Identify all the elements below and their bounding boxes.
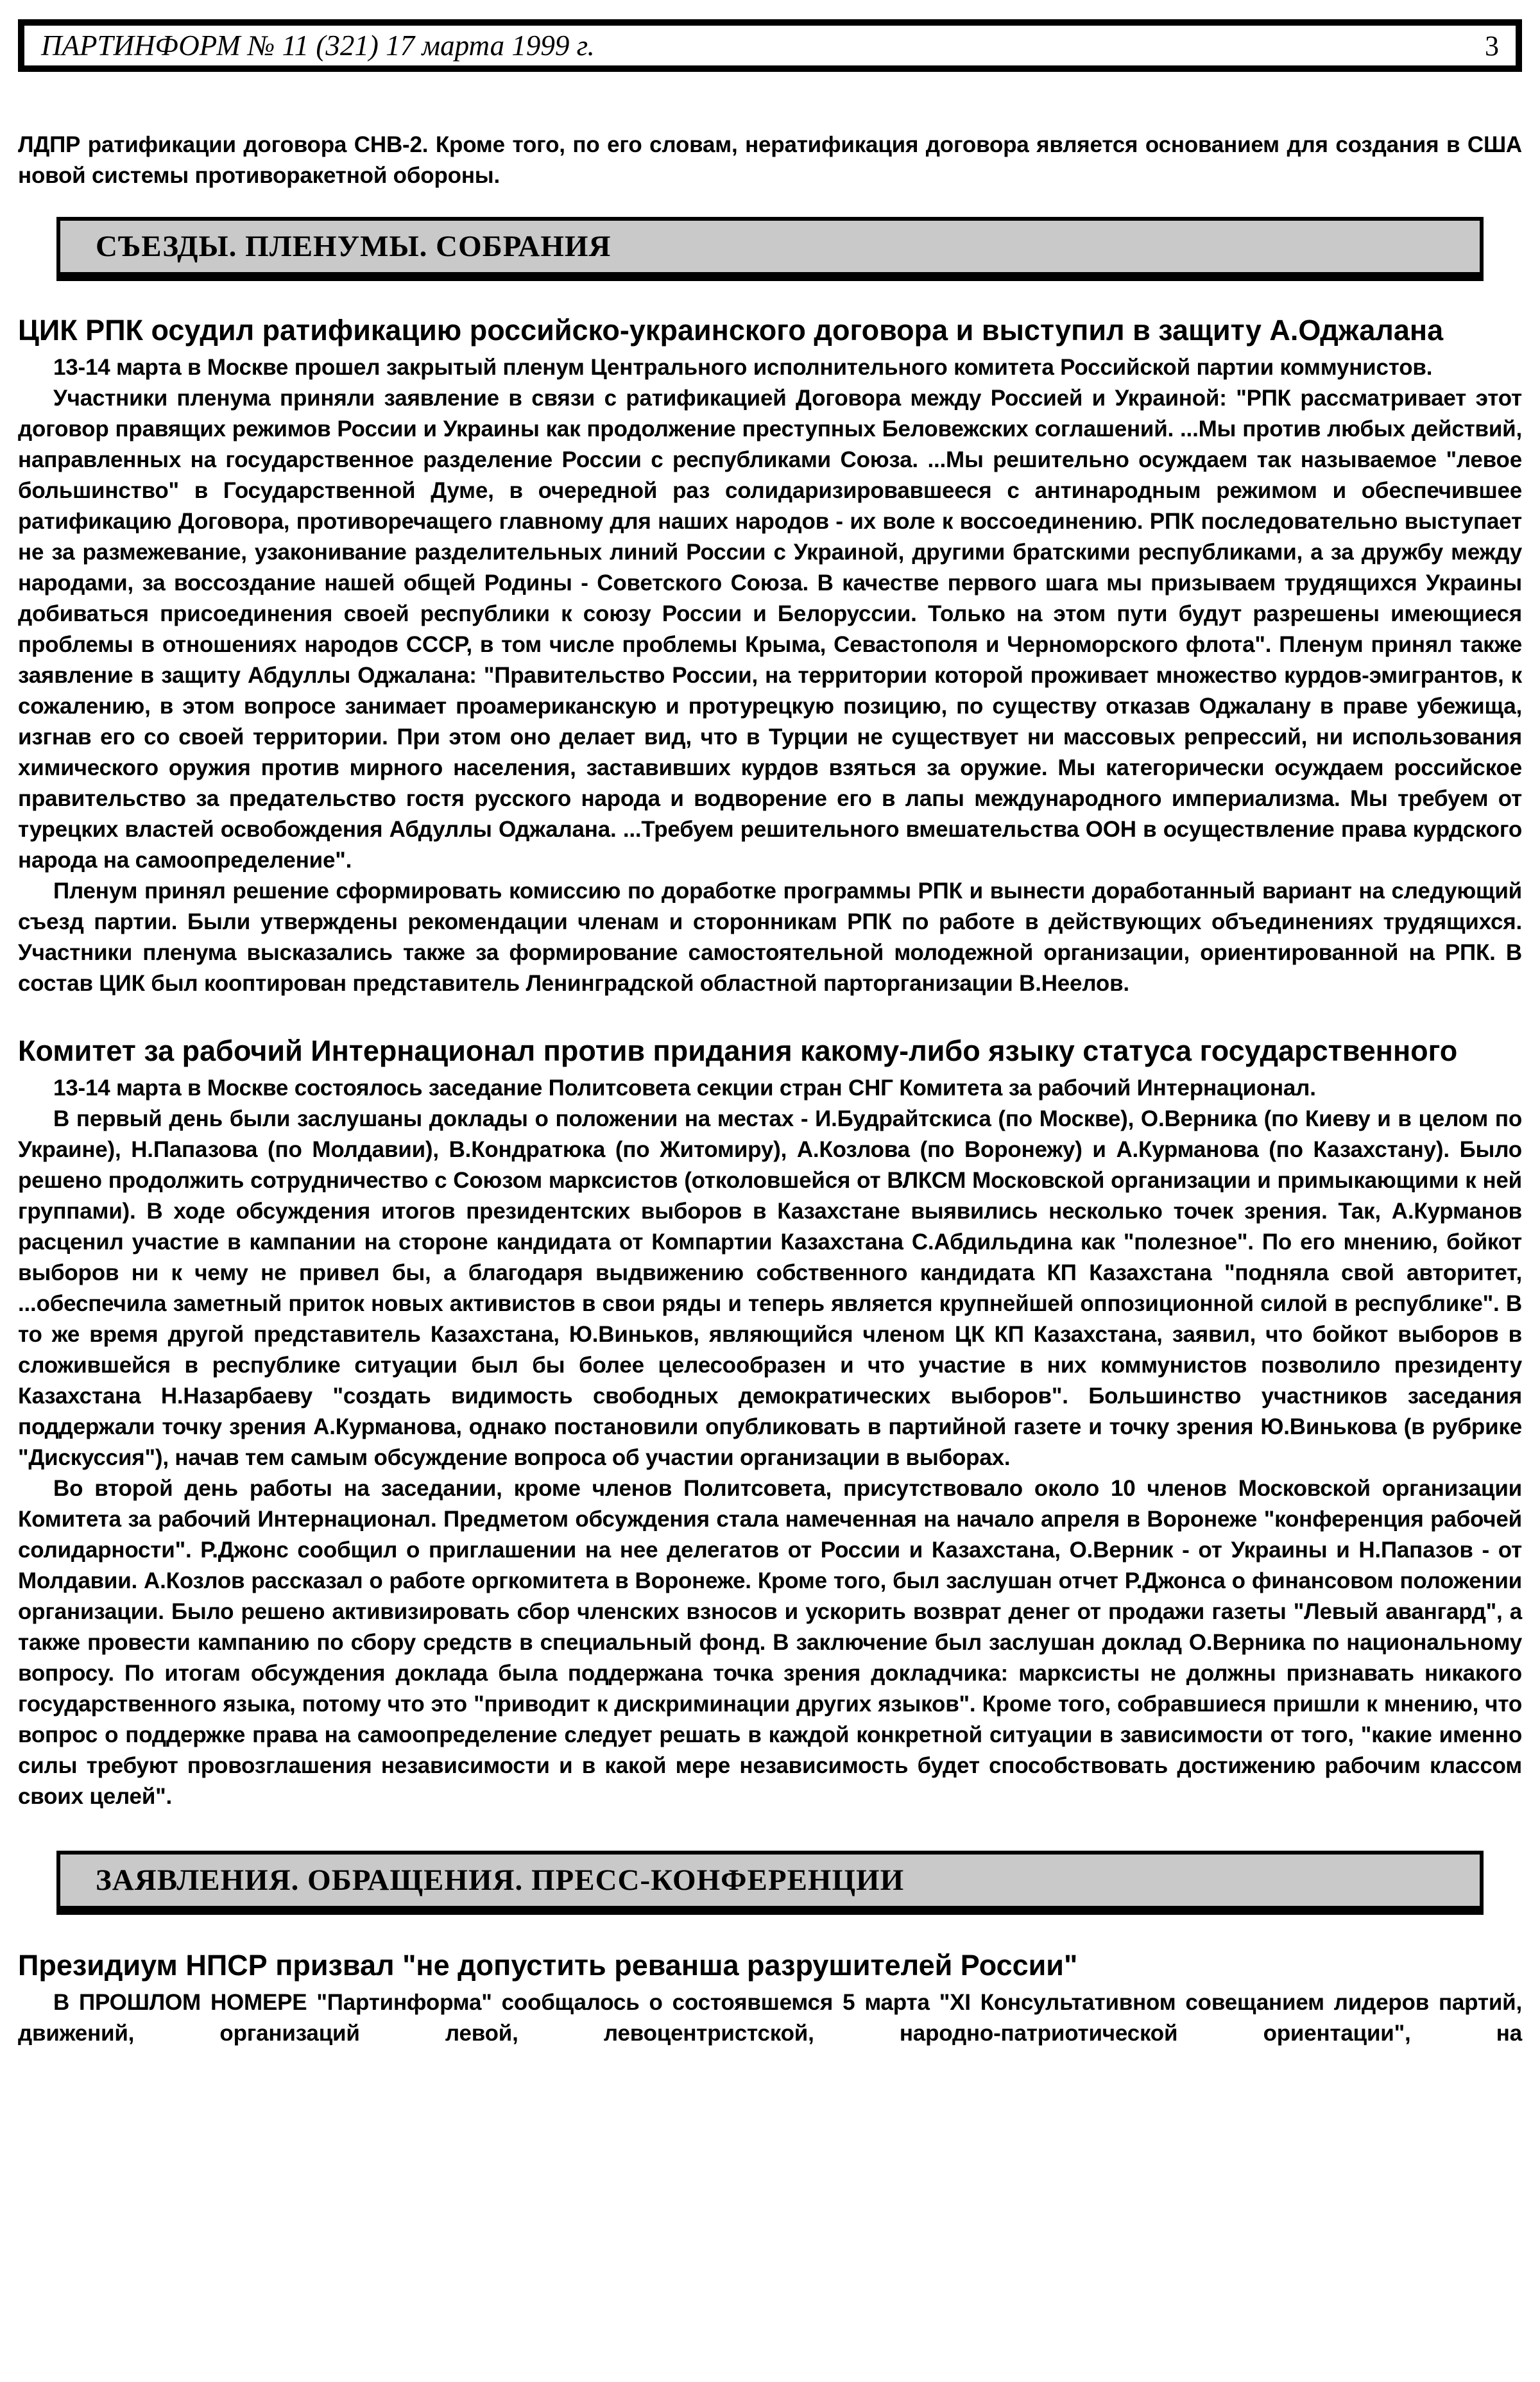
article-paragraph: В ПРОШЛОМ НОМЕРЕ "Партинформа" сообщалось о состоявшемся 5 марта "XI Консультативном совещанием лидеров партий, движений, организаций левой, левоцентристской, народно-патриотической ориентации", на: [18, 1990, 1522, 2046]
masthead: [18, 19, 1522, 72]
section-heading-label: СЪЕЗДЫ. ПЛЕНУМЫ. СОБРАНИЯ: [96, 230, 612, 263]
article-paragraph: Пленум принял решение сформировать комиссию по доработке программы РПК и вынести доработанный вариант на следующий съезд партии. Были утверждены рекомендации членам и сторонникам РПК по работе в действующих объединениях трудящихся. Участники пленума высказались также за формирование самостоятельной молодежной организации, ориентированной на РПК. В состав ЦИК был кооптирован представитель Ленинградской областной парторганизации В.Неелов.: [18, 878, 1522, 996]
masthead-title: ПАРТИНФОРМ № 11 (321) 17 марта 1999 г.: [41, 30, 595, 62]
article-title-rpk-plenum: ЦИК РПК осудил ратификацию российско-украинского договора и выступил в защиту А.Оджалана: [18, 314, 1444, 347]
article-paragraph: 13-14 марта в Москве прошел закрытый пленум Центрального исполнительного комитета Российской партии коммунистов.: [53, 355, 1433, 380]
article-title-cwi-language: Комитет за рабочий Интернационал против придания какому-либо языку статуса государственного: [18, 1034, 1458, 1067]
section-heading-label: ЗАЯВЛЕНИЯ. ОБРАЩЕНИЯ. ПРЕСС-КОНФЕРЕНЦИИ: [96, 1864, 905, 1897]
article-paragraph: 13-14 марта в Москве состоялось заседание Политсовета секции стран СНГ Комитета за рабочий Интернационал.: [53, 1075, 1316, 1101]
article-paragraph: Участники пленума приняли заявление в связи с ратификацией Договора между Россией и Украиной: "РПК рассматривает этот договор правящих режимов России и Украины как продолжение преступных Беловежских соглашений. ...Мы против любых действий, направленных на государственное разделение России с республиками Союза. ...Мы решительно осуждаем так называемое "левое большинство" в Государственной Думе, в очередной раз солидаризировавшееся с антинародным режимом и обеспечившее ратификацию Договора, противоречащего главному для наших народов - их воле к воссоединению. РПК последовательно выступает не за размежевание, узаконивание разделительных линий России с Украиной, другими братскими республиками, а за дружбу между народами, за воссоздание нашей общей Родины - Советского Союза. В качестве первого шага мы призываем трудящихся Украины добиваться присоединения своей республики к союзу России и Белоруссии. Только на этом пути будут разрешены имеющиеся проблемы в отношениях народов СССР, в том числе проблемы Крыма, Севастополя и Черноморского флота". Пленум принял также заявление в защиту Абдуллы Оджалана: "Правительство России, на территории которой проживает множество курдов-эмигрантов, к сожалению, в этом вопросе занимает проамериканскую и протурецкую позицию, по существу отказав Оджалану в праве убежища, изгнав его со своей территории. При этом оно делает вид, что в Турции не существует ни массовых репрессий, ни использования химического оружия против мирного населения, заставивших курдов взяться за оружие. Мы категорически осуждаем российское правительство за предательство гостя русского народа и водворение его в лапы международного империализма. Мы требуем от турецких властей освобождения Абдуллы Оджалана. ...Требуем решительного вмешательства ООН в осуществление права курдского народа на самоопределение".: [18, 386, 1522, 873]
article-paragraph: В первый день были заслушаны доклады о положении на местах - И.Будрайтскиса (по Москве), О.Верника (по Киеву и в целом по Украине), Н.Папазова (по Молдавии), В.Кондратюка (по Житомиру), А.Козлова (по Воронежу) и А.Курманова (по Казахстану). Было решено продолжить сотрудничество с Союзом марксистов (отколовшейся от ВЛКСМ Московской организации и примыкающими к ней группами). В ходе обсуждения итогов президентских выборов в Казахстане выявились несколько точек зрения. Так, А.Курманов расценил участие в кампании на стороне кандидата от Компартии Казахстана С.Абдильдина как "полезное". По его мнению, бойкот выборов ни к чему не привел бы, а благодаря выдвижению собственного кандидата КП Казахстана "подняла свой авторитет, ...обеспечила заметный приток новых активистов в свои ряды и теперь является крупнейшей оппозиционной силой в республике". В то же время другой представитель Казахстана, Ю.Виньков, являющийся членом ЦК КП Казахстана, заявил, что бойкот выборов в сложившейся в республике ситуации был бы более целесообразен и что участие в них коммунистов позволило президенту Казахстана Н.Назарбаеву "создать видимость свободных демократических выборов". Большинство участников заседания поддержали точку зрения А.Курманова, однако постановили опубликовать в партийной газете и точку зрения Ю.Винькова (в рубрике "Дискуссия"), начав тем самым обсуждение вопроса об участии организации в выборах.: [18, 1106, 1522, 1470]
article-title-npsr: Президиум НПСР призвал "не допустить реванша разрушителей России": [18, 1949, 1078, 1982]
page-number: 3: [1485, 30, 1499, 62]
intro-paragraph: ЛДПР ратификации договора СНВ-2. Кроме того, по его словам, нератификация договора является основанием для создания в США новой системы противоракетной обороны.: [18, 132, 1522, 188]
section-band-statements: [56, 1851, 1484, 1915]
section-band-congresses: [56, 217, 1484, 281]
article-paragraph: Во второй день работы на заседании, кроме членов Политсовета, присутствовало около 10 членов Московской организации Комитета за рабочий Интернационал. Предметом обсуждения стала намеченная на начало апреля в Воронеже "конференция рабочей солидарности". Р.Джонс сообщил о приглашении на нее делегатов от России и Казахстана, О.Верник - от Украины и Н.Папазов - от Молдавии. А.Козлов рассказал о работе оргкомитета в Воронеже. Кроме того, был заслушан отчет Р.Джонса о финансовом положении организации. Было решено активизировать сбор членских взносов и ускорить возврат денег от продажи газеты "Левый авангард", а также провести кампанию по сбору средств в специальный фонд. В заключение был заслушан доклад О.Верника по национальному вопросу. По итогам обсуждения доклада была поддержана точка зрения докладчика: марксисты не должны признавать никакого государственного языка, потому что это "приводит к дискриминации других языков". Кроме того, собравшиеся пришли к мнению, что вопрос о поддержке права на самоопределение следует решать в каждой конкретной ситуации в зависимости от того, "какие именно силы требуют провозглашения независимости и в какой мере независимость будет способствовать достижению рабочим классом своих целей".: [18, 1476, 1522, 1809]
